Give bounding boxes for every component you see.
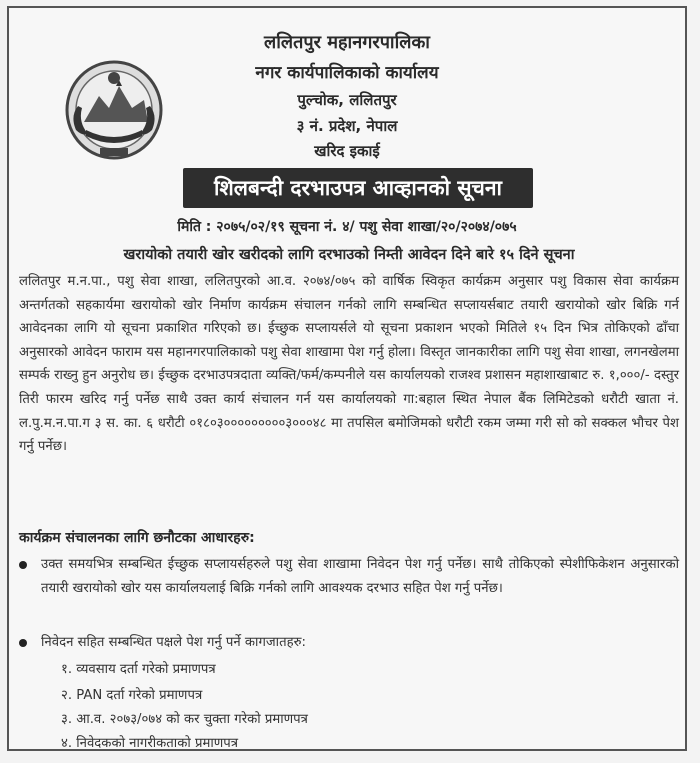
procurement-unit: खरिद इकाई xyxy=(314,142,380,160)
document-item: १. व्यवसाय दर्ता गरेको प्रमाणपत्र xyxy=(61,662,216,677)
bullet-text: उक्त समयभित्र सम्बन्धित ईच्छुक सप्लायर्सहरुले पशु सेवा शाखामा निवेदन पेश गर्नु पर्नेछ। साथै तोकिएको स्पेशीफिकेशन अनुसारको तयारी खरायोको खोर यस कार्यालयलाई बिक्रि गर्नको लागि आवश्यक दरभाउ सहित पेश गर्नु पर्नेछ। xyxy=(41,557,679,596)
bullet-icon xyxy=(19,561,27,569)
document-item: २. PAN दर्ता गरेको प्रमाणपत्र xyxy=(61,688,203,703)
notice-reference: मिति : २०७५/०२/१९ सूचना नं. ४/ पशु सेवा शाखा/२०/२०७४/०७५ xyxy=(177,219,517,235)
criteria-bullet xyxy=(19,631,679,655)
bullet-icon xyxy=(19,639,27,647)
office-name: नगर कार्यपालिकाको कार्यालय xyxy=(255,63,439,83)
bullet-text: निवेदन सहित सम्बन्धित पक्षले पेश गर्नु पर्ने कागजातहरु: xyxy=(41,635,306,650)
section-heading: कार्यक्रम संचालनका लागि छनौटका आधारहरु: xyxy=(19,530,255,546)
municipality-name: ललितपुर महानगरपालिका xyxy=(264,32,430,53)
document-item: ४. निवेदकको नागरीकताको प्रमाणपत्र xyxy=(61,736,239,751)
province: ३ नं. प्रदेश, नेपाल xyxy=(296,117,398,135)
criteria-bullet xyxy=(19,553,679,600)
notice-frame xyxy=(7,6,687,751)
notice-subject: खरायोको तयारी खोर खरीदको लागि दरभाउको निम्ती आवेदन दिने बारे १५ दिने सूचना xyxy=(123,247,575,263)
document-item: ३. आ.व. २०७३/०७४ को कर चुक्ता गरेको प्रमाणपत्र xyxy=(61,712,308,727)
office-address: पुल्चोक, ललितपुर xyxy=(297,91,397,109)
notice-body: ललितपुर म.न.पा., पशु सेवा शाखा, ललितपुरको आ.व. २०७४/०७५ को वार्षिक स्विकृत कार्यक्रम अनुसार पशु विकास सेवा कार्यक्रम अन्तर्गतको सहकार्यमा खरायोको खोर निर्माण कार्यक्रम संचालन गर्नको लागि सम्बन्धित सप्लायर्सबाट तयारी खरायोको खोर बिक्रि गर्न आवेदनका लागि यो सूचना प्रकाशित गरिएको छ। ईच्छुक सप्लायर्सले यो सूचना प्रकाशन भएको मितिले १५ दिन भित्र तोकिएको ढाँचा अनुसारको आवेदन फाराम यस महानगरपालिकाको पशु सेवा शाखामा पेश गर्नु होला। विस्तृत जानकारीका लागि पशु सेवा शाखा, लगनखेलमा सम्पर्क राख्नु हुन अनुरोध छ। ईच्छुक दरभाउपत्रदाता व्यक्ति/फर्म/कम्पनीले यस कार्यालयको राजश्व प्रशासन महाशाखाबाट रु. १,०००/- दस्तुर तिरी फारम खरिद गर्नु पर्नेछ साथै उक्त कार्य संचालन गर्न यस कार्यालयको गा:बहाल स्थित नेपाल बैंक लिमिटेडको धरौटी खाता नं. ल.पु.म.न.पा.ग ३ स. का. ६ धरौटी ०१८०३०००००००००३०००४८ मा तपसिल बमोजिमको धरौटी रकम जम्मा गरी सो को सक्कल भौचर पेश गर्नु पर्नेछ। xyxy=(19,274,679,455)
notice-title: शिलबन्दी दरभाउपत्र आव्हानको सूचना xyxy=(183,168,533,208)
